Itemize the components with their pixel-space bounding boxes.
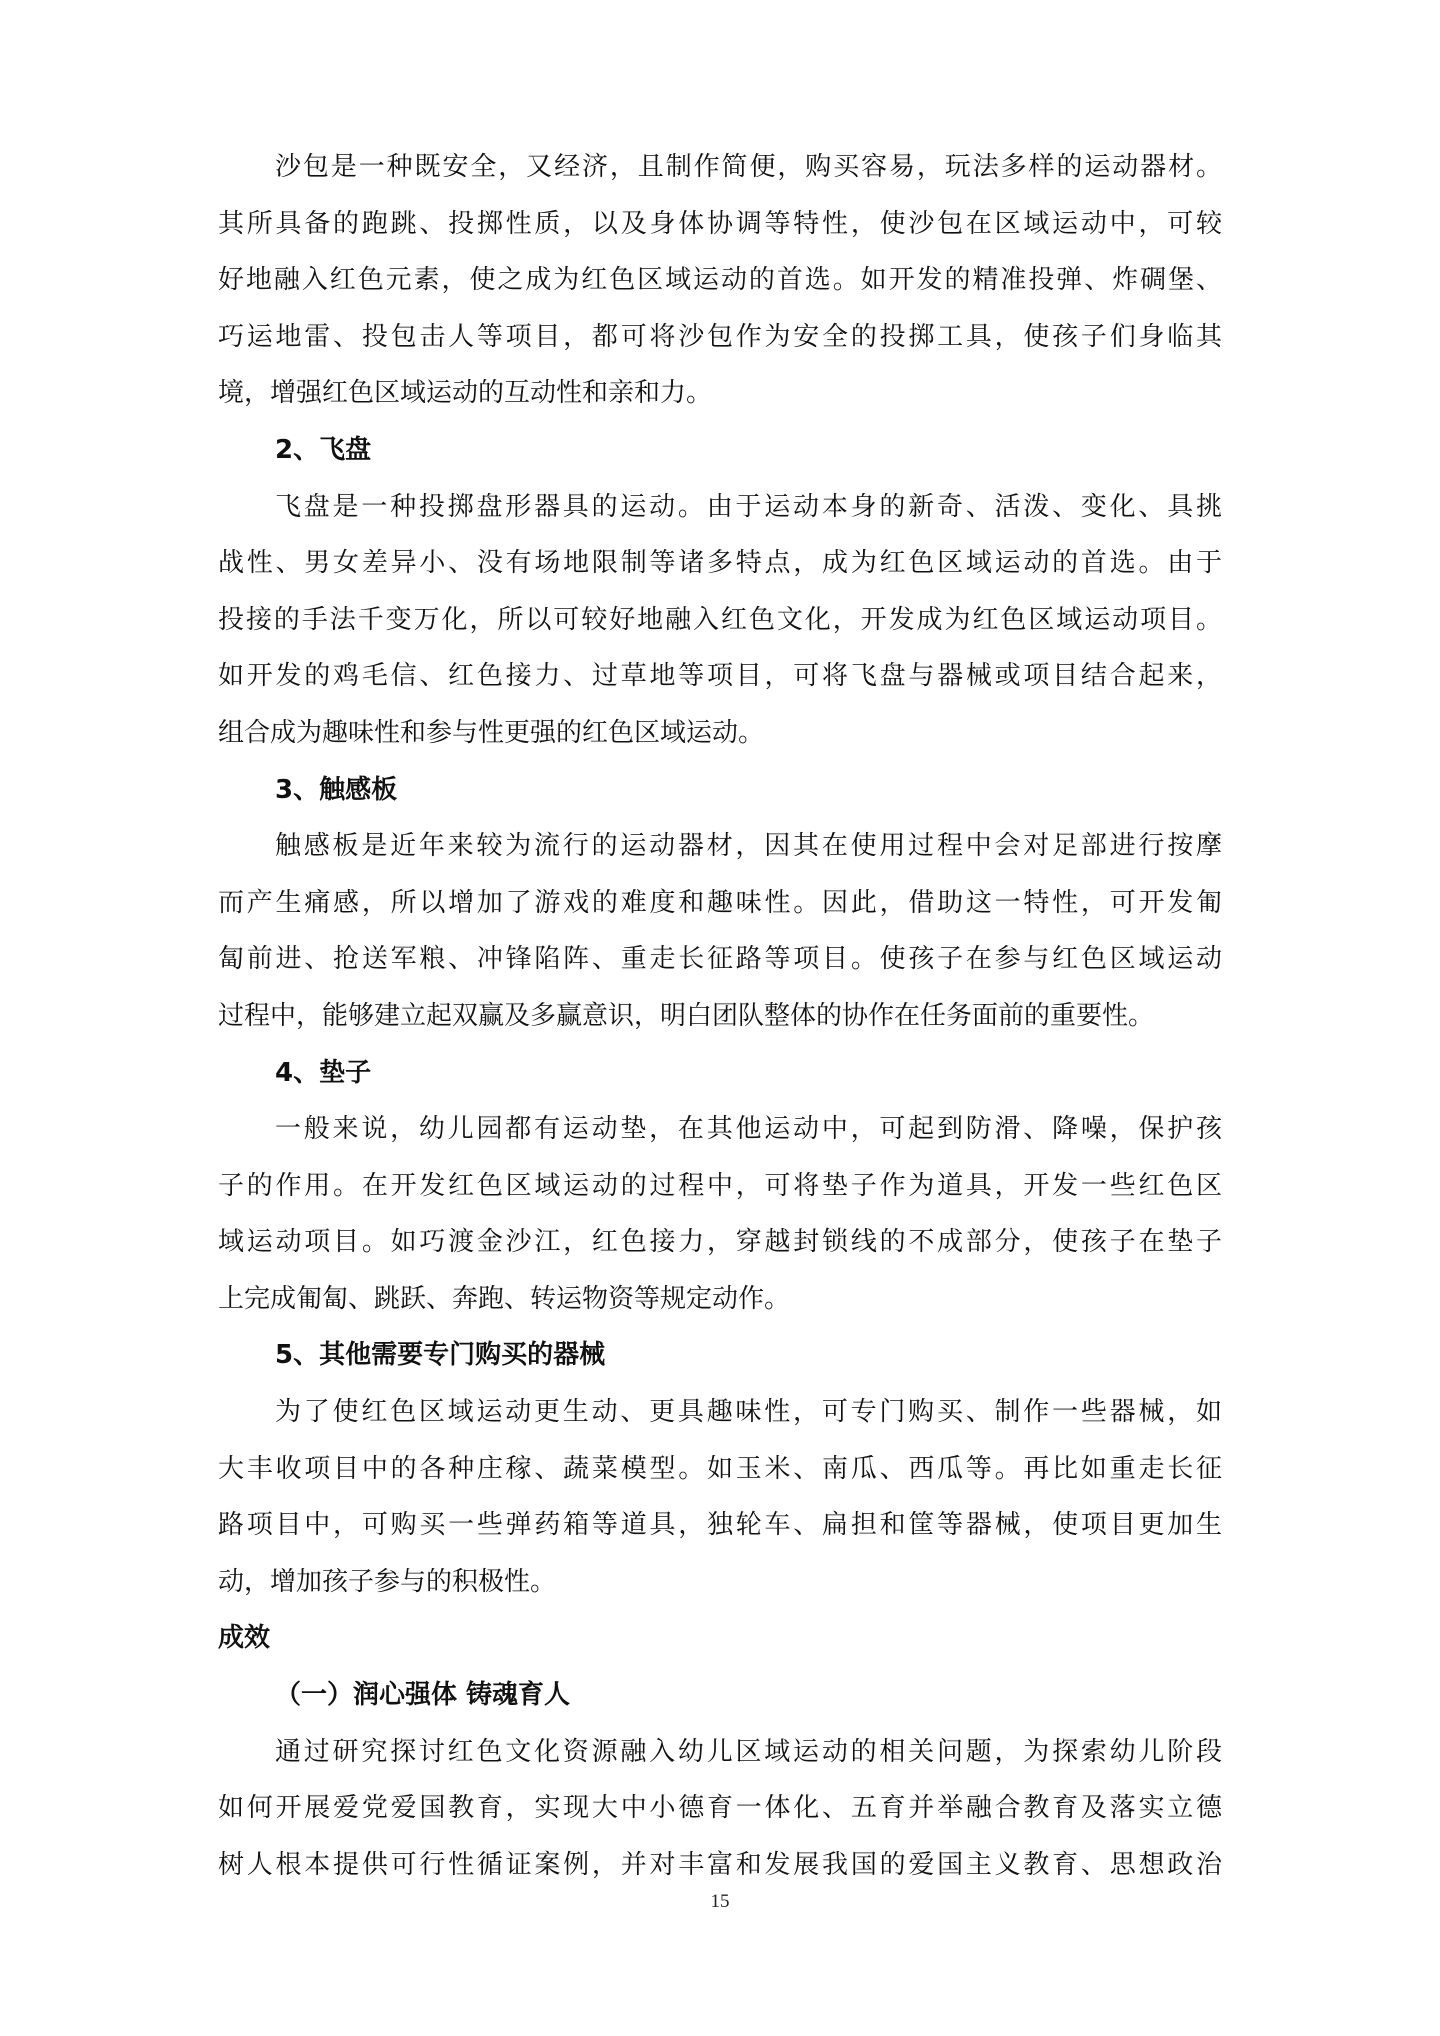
text-line: 动，增加孩子参与的积极性。 [218,1566,557,1597]
text-line: 路项目中，可购买一些弹药箱等道具，独轮车、扁担和筐等器械，使项目更加生 [218,1510,1222,1541]
paragraph-sensory-board [218,818,1222,1044]
text-line: 沙包是一种既安全，又经济，且制作简便，购买容易，玩法多样的运动器材。 [275,152,1222,182]
subheading-sensory-board: 3、触感板 [275,774,398,805]
text-line: 其所具备的跑跳、投掷性质，以及身体协调等特性，使沙包在区域运动中，可较 [218,208,1222,239]
text-line: 树人根本提供可行性循证案例，并对丰富和发展我国的爱国主义教育、思想政治 [218,1849,1222,1880]
text-line: 上完成匍匐、跳跃、奔跑、转运物资等规定动作。 [218,1283,791,1314]
subheading-mat: 4、垫子 [275,1057,372,1088]
text-line: 过程中，能够建立起双赢及多赢意识，明白团队整体的协作在任务面前的重要性。 [218,1000,1155,1031]
text-line: 通过研究探讨红色文化资源融入幼儿区域运动的相关问题，为探索幼儿阶段 [275,1736,1222,1767]
page-body [218,139,1222,1893]
section-heading-results: 成效 [218,1623,271,1654]
subheading-other-equipment: 5、其他需要专门购买的器械 [275,1340,606,1371]
text-line: 一般来说，幼儿园都有运动垫，在其他运动中，可起到防滑、降噪，保护孩 [275,1114,1222,1145]
text-line: 战性、男女差异小、没有场地限制等诸多特点，成为红色区域运动的首选。由于 [218,548,1222,579]
paragraph-mat [218,1101,1222,1327]
subheading-results-one: （一）润心强体 铸魂育人 [275,1680,571,1711]
text-line: 为了使红色区域运动更生动、更具趣味性，可专门购买、制作一些器械，如 [275,1397,1222,1428]
text-line: 大丰收项目中的各种庄稼、蔬菜模型。如玉米、南瓜、西瓜等。再比如重走长征 [218,1453,1222,1484]
paragraph-results-one [218,1724,1222,1894]
text-line: 飞盘是一种投掷盘形器具的运动。由于运动本身的新奇、活泼、变化、具挑 [275,491,1222,522]
text-line: 好地融入红色元素，使之成为红色区域运动的首选。如开发的精准投弹、炸碉堡、 [218,265,1222,296]
paragraph-sandbag [218,139,1222,422]
text-line: 匐前进、抢送军粮、冲锋陷阵、重走长征路等项目。使孩子在参与红色区域运动 [218,944,1222,975]
text-line: 境，增强红色区域运动的互动性和亲和力。 [218,378,713,409]
text-line: 子的作用。在开发红色区域运动的过程中，可将垫子作为道具，开发一些红色区 [218,1170,1222,1201]
text-line: 域运动项目。如巧渡金沙江，红色接力，穿越封锁线的不成部分，使孩子在垫子 [218,1227,1222,1258]
text-line: 组合成为趣味性和参与性更强的红色区域运动。 [218,717,765,748]
subheading-frisbee: 2、飞盘 [275,434,372,465]
page-number: 15 [710,1891,730,1912]
paragraph-other-equipment [218,1384,1222,1610]
text-line: 投接的手法千变万化，所以可较好地融入红色文化，开发成为红色区域运动项目。 [218,604,1222,635]
paragraph-frisbee [218,479,1222,762]
text-line: 触感板是近年来较为流行的运动器材，因其在使用过程中会对足部进行按摩 [275,831,1222,862]
text-line: 而产生痛感，所以增加了游戏的难度和趣味性。因此，借助这一特性，可开发匍 [218,887,1222,918]
text-line: 如开发的鸡毛信、红色接力、过草地等项目，可将飞盘与器械或项目结合起来， [218,661,1222,692]
text-line: 巧运地雷、投包击人等项目，都可将沙包作为安全的投掷工具，使孩子们身临其 [218,321,1222,352]
text-line: 如何开展爱党爱国教育，实现大中小德育一体化、五育并举融合教育及落实立德 [218,1793,1222,1824]
